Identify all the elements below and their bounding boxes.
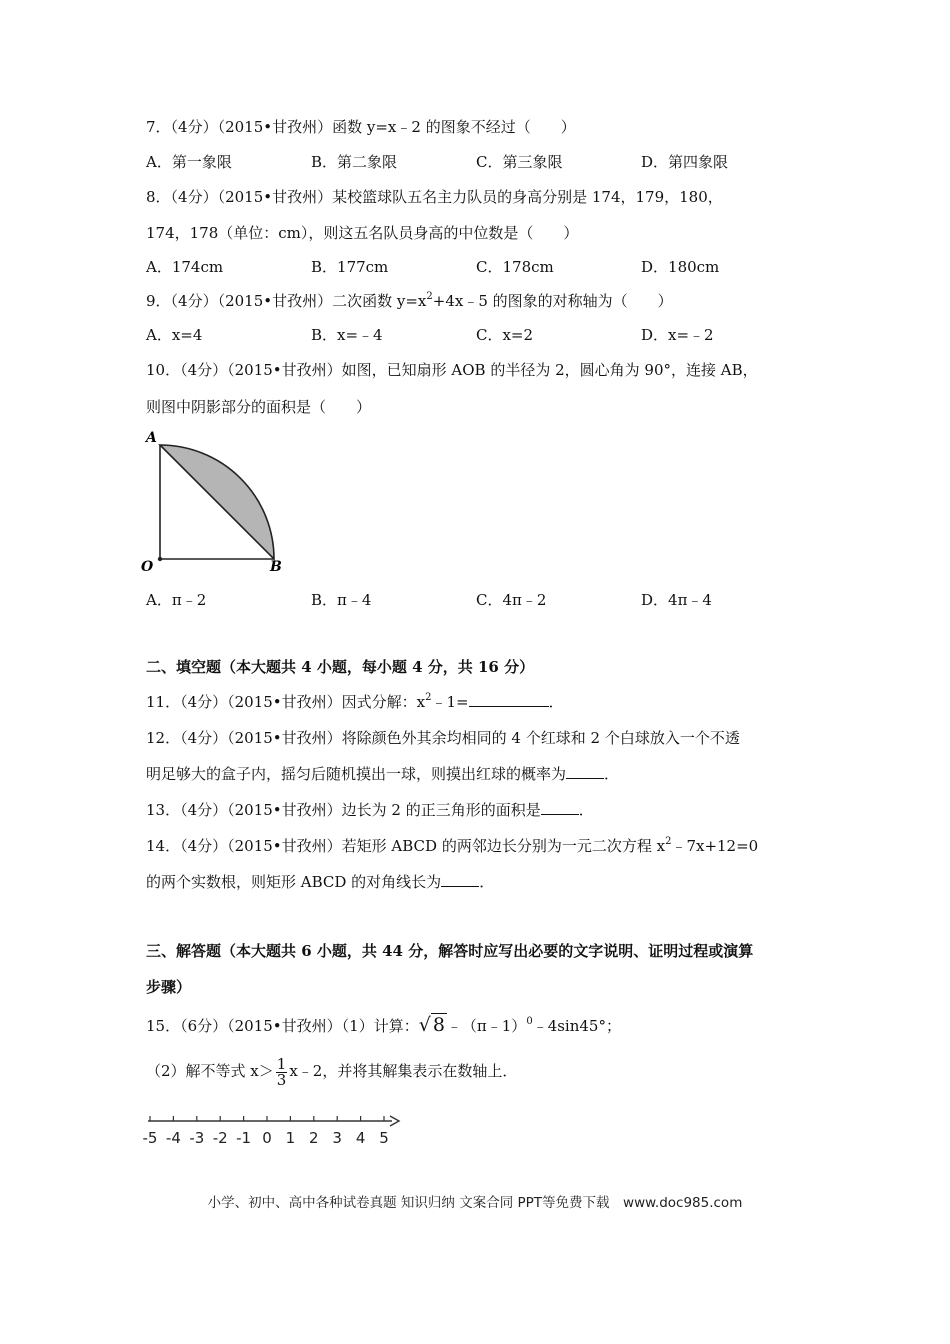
q15-part1-pre: 15．（6分）（2015•甘孜州）（1）计算： [146,1017,419,1035]
tick-label: -5 [142,1129,158,1147]
q8-stem-line2: 174，178（单位：cm），则这五名队员身高的中位数是（ ） [146,224,579,242]
q9-option-c: C．x=2 [476,326,534,344]
q12-end: ． [604,765,620,783]
q13-end: ． [578,801,594,819]
q15-part2-post: x﹣2，并将其解集表示在数轴上． [289,1062,518,1080]
q15-part1-mid: ﹣（π﹣1） [446,1017,527,1035]
q8-stem-line1: 8．（4分）（2015•甘孜州）某校篮球队五名主力队员的身高分别是 174，179，180， [146,188,723,206]
q11-stem-post: ﹣1= [431,693,469,711]
sqrt-radicand: 8 [432,1014,445,1036]
q9-option-d: D．x=﹣2 [641,326,714,344]
q9-stem-post: +4x﹣5 的图象的对称轴为（ ） [432,292,673,310]
q12-answer-blank[interactable] [566,764,604,779]
tick-label: -4 [165,1129,181,1147]
q9-stem-pre: 9．（4分）（2015•甘孜州）二次函数 y=x [146,292,427,310]
q15-part2 [146,1053,517,1089]
section3-heading-line2: 步骤） [146,978,192,996]
q15-part2-pre: （2）解不等式 x＞ [146,1062,274,1080]
section3-heading-line1: 三、解答题（本大题共 6 小题，共 44 分，解答时应写出必要的文字说明、证明过程或演算 [146,942,754,960]
q10-option-d: D．4π﹣4 [641,591,712,609]
center-point [158,557,162,561]
q13-stem [146,800,594,820]
q9-stem [146,291,673,311]
q15-part1-post: ﹣4sin45°； [532,1017,621,1035]
sqrt-expression: √ 8 [418,1014,445,1036]
q10-option-b: B．π﹣4 [311,591,372,609]
q7-option-a: A．第一象限 [146,153,232,171]
q14-stem-line1 [146,836,758,856]
label-b: B [270,559,282,575]
tick-label: 1 [285,1129,296,1147]
fraction-numerator: 1 [276,1054,287,1073]
q10-option-a: A．π﹣2 [146,591,207,609]
q14-stem-post: ﹣7x+12=0 [671,837,759,855]
q11-stem-pre: 11．（4分）（2015•甘孜州）因式分解：x [146,693,426,711]
q12-stem-text: 明足够大的盒子内，摇匀后随机摸出一球，则摸出红球的概率为 [146,765,567,783]
q9-option-a: A．x=4 [146,326,203,344]
q15-exponent: 0 [526,1016,533,1027]
q10-stem-line2: 则图中阴影部分的面积是（ ） [146,398,372,416]
q8-option-d: D．180cm [641,258,720,276]
tick-label: -2 [212,1129,228,1147]
q14-exponent: 2 [665,836,672,847]
q11-exponent: 2 [425,692,432,703]
q14-stem-line2 [146,872,494,892]
sector-figure [138,428,298,578]
section2-heading: 二、填空题（本大题共 4 小题，每小题 4 分，共 16 分） [146,658,535,676]
q7-option-d: D．第四象限 [641,153,729,171]
tick-label: 5 [379,1129,389,1147]
q10-stem-line1: 10．（4分）（2015•甘孜州）如图，已知扇形 AOB 的半径为 2，圆心角为 90°，连接 AB， [146,361,758,379]
fraction-one-third [276,1054,288,1089]
fraction-denominator: 3 [276,1070,287,1089]
q8-option-a: A．174cm [146,258,224,276]
tick-label: 2 [309,1129,319,1147]
q9-exponent: 2 [426,291,433,302]
q14-end: ． [479,873,495,891]
q14-stem-pre: 14．（4分）（2015•甘孜州）若矩形 ABCD 的两邻边长分别为一元二次方程 x [146,837,666,855]
q10-option-c: C．4π﹣2 [476,591,547,609]
q12-stem-line1: 12．（4分）（2015•甘孜州）将除颜色外其余均相同的 4 个红球和 2 个白球放入一个不透 [146,729,740,747]
tick-label: -3 [189,1129,205,1147]
number-line [140,1112,410,1152]
q13-answer-blank[interactable] [541,800,579,815]
label-a: A [146,430,157,446]
q13-stem-text: 13．（4分）（2015•甘孜州）边长为 2 的正三角形的面积是 [146,801,541,819]
shaded-segment [160,445,274,559]
q11-stem [146,692,564,712]
tick-label: 3 [332,1129,342,1147]
tick-label: 0 [262,1129,272,1147]
tick-label: -1 [236,1129,252,1147]
q14-answer-blank[interactable] [441,872,479,887]
q8-option-c: C．178cm [476,258,554,276]
q12-stem-line2 [146,764,619,784]
footer-text: 小学、初中、高中各种试卷真题 知识归纳 文案合同 PPT等免费下载 www.doc985.com [207,1195,743,1211]
q7-stem: 7．（4分）（2015•甘孜州）函数 y=x﹣2 的图象不经过（ ） [146,118,576,136]
q11-answer-blank[interactable] [469,692,549,707]
q7-option-b: B．第二象限 [311,153,398,171]
q8-option-b: B．177cm [311,258,389,276]
q15-part1 [146,1012,621,1039]
q11-end: ． [548,693,564,711]
q14-stem-text: 的两个实数根，则矩形 ABCD 的对角线长为 [146,873,442,891]
q9-option-b: B．x=﹣4 [311,326,383,344]
tick-label: 4 [355,1129,366,1147]
q7-option-c: C．第三象限 [476,153,563,171]
label-o: O [141,559,154,575]
